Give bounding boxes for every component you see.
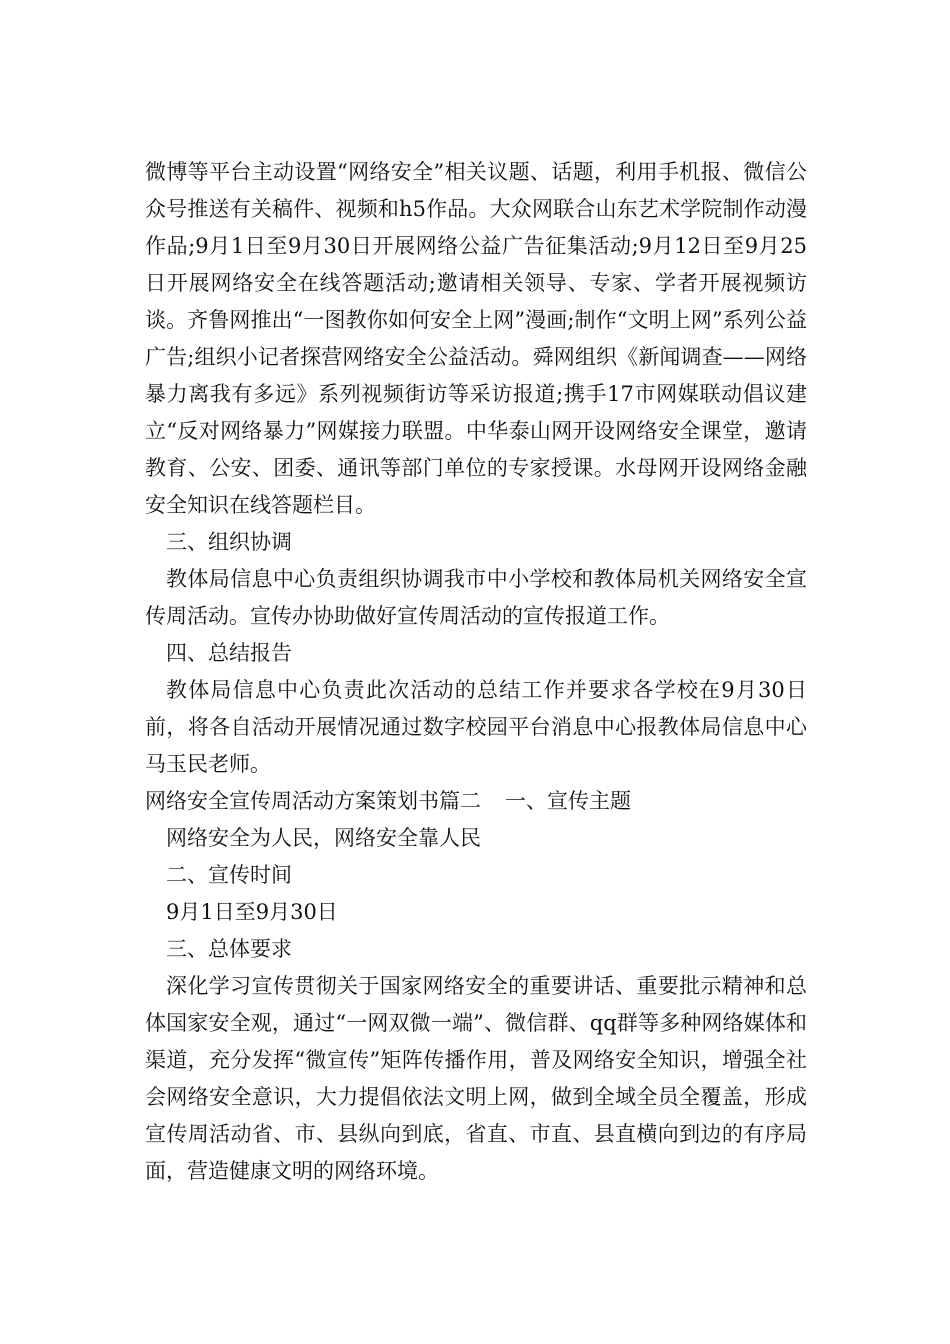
article-title: 网络安全宣传周活动方案策划书篇二 xyxy=(145,789,481,813)
section-heading-theme: 一、宣传主题 xyxy=(505,789,631,813)
body-paragraph-summary-report: 教体局信息中心负责此次活动的总结工作并要求各学校在9月30日前，将各自活动开展情况通过数字校园平台消息中心报教体局信息中心马玉民老师。 xyxy=(145,678,807,776)
section-heading-summary-report: 四、总结报告 xyxy=(166,641,292,665)
time-text: 9月1日至9月30日 xyxy=(166,900,338,924)
document-body xyxy=(145,154,807,1190)
theme-text: 网络安全为人民，网络安全靠人民 xyxy=(166,826,481,850)
article-title-line xyxy=(145,783,807,820)
section-heading-requirements: 三、总体要求 xyxy=(166,937,292,961)
body-paragraph-continued: 微博等平台主动设置“网络安全”相关议题、话题，利用手机报、微信公众号推送有关稿件、视频和h5作品。大众网联合山东艺术学院制作动漫作品;9月1日至9月30日开展网络公益广告征集活动;9月12日至9月25日开展网络安全在线答题活动;邀请相关领导、专家、学者开展视频访谈。齐鲁网推出“一图教你如何安全上网”漫画;制作“文明上网”系列公益广告;组织小记者探营网络安全公益活动。舜网组织《新闻调查——网络暴力离我有多远》系列视频街访等采访报道;携手17市网媒联动倡议建立“反对网络暴力”网媒接力联盟。中华泰山网开设网络安全课堂，邀请教育、公安、团委、通讯等部门单位的专家授课。水母网开设网络金融安全知识在线答题栏目。 xyxy=(145,160,807,517)
body-paragraph-requirements: 深化学习宣传贯彻关于国家网络安全的重要讲话、重要批示精神和总体国家安全观，通过“一网双微一端”、微信群、qq群等多种网络媒体和渠道，充分发挥“微宣传”矩阵传播作用，普及网络安全知识，增强全社会网络安全意识，大力提倡依法文明上网，做到全域全员全覆盖，形成宣传周活动省、市、县纵向到底，省直、市直、县直横向到边的有序局面，营造健康文明的网络环境。 xyxy=(145,974,807,1183)
section-heading-time: 二、宣传时间 xyxy=(166,863,292,887)
body-paragraph-coordination: 教体局信息中心负责组织协调我市中小学校和教体局机关网络安全宣传周活动。宣传办协助做好宣传周活动的宣传报道工作。 xyxy=(145,567,807,628)
section-heading-coordination: 三、组织协调 xyxy=(166,530,292,554)
